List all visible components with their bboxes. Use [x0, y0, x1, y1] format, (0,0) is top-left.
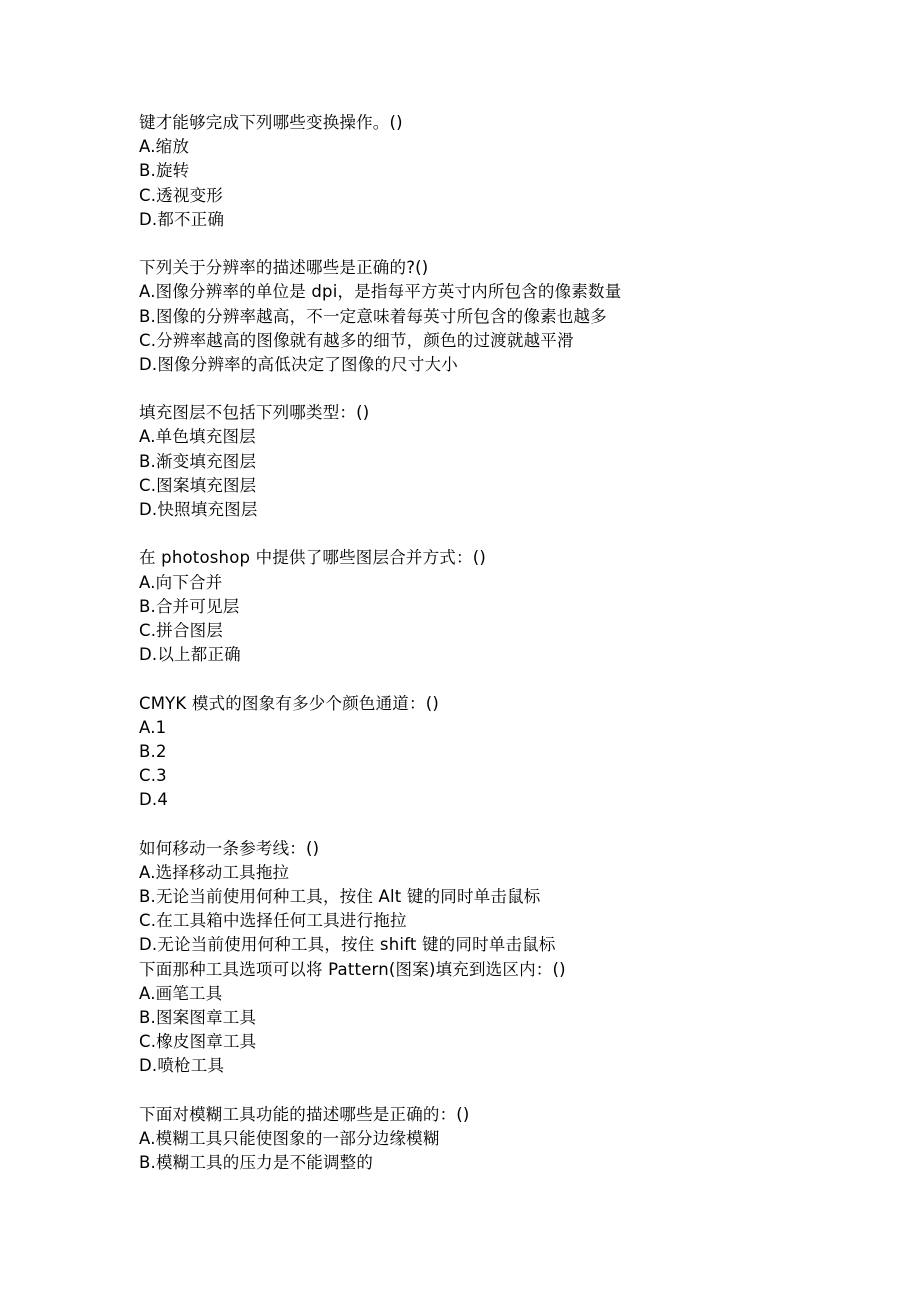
question-stem: 如何移动一条参考线：() — [139, 838, 320, 858]
answer-option: D.以上都正确 — [139, 645, 241, 665]
question-block — [139, 256, 899, 401]
question-stem: 在 photoshop 中提供了哪些图层合并方式：() — [139, 548, 486, 568]
answer-option: B.无论当前使用何种工具，按住 Alt 键的同时单击鼠标 — [139, 887, 541, 906]
question-stem: CMYK 模式的图象有多少个颜色通道：() — [139, 693, 439, 713]
answer-option: A.选择移动工具拖拉 — [139, 862, 290, 882]
answer-option: A.画笔工具 — [139, 983, 223, 1003]
answer-option: C.分辨率越高的图像就有越多的细节，颜色的过渡就越平滑 — [139, 330, 574, 350]
question-stem: 下面那种工具选项可以将 Pattern(图案)填充到选区内：() — [139, 959, 566, 979]
answer-option: D.无论当前使用何种工具，按住 shift 键的同时单击鼠标 — [139, 935, 556, 955]
answer-option: C.3 — [139, 766, 167, 786]
answer-option: B.图案图章工具 — [139, 1007, 257, 1027]
answer-option: B.图像的分辨率越高，不一定意味着每英寸所包含的像素也越多 — [139, 306, 607, 326]
answer-option: A.模糊工具只能使图象的一部分边缘模糊 — [139, 1128, 440, 1148]
question-block — [139, 692, 899, 837]
question-stem: 下列关于分辨率的描述哪些是正确的?() — [139, 258, 429, 278]
question-block — [139, 958, 899, 1103]
answer-option: D.都不正确 — [139, 209, 225, 229]
answer-option: C.图案填充图层 — [139, 475, 257, 495]
question-block — [139, 1103, 899, 1176]
answer-option: A.缩放 — [139, 137, 190, 157]
blank-line — [139, 232, 899, 256]
answer-option: C.在工具箱中选择任何工具进行拖拉 — [139, 911, 407, 931]
answer-option: D.图像分辨率的高低决定了图像的尺寸大小 — [139, 354, 458, 374]
blank-line — [139, 1079, 899, 1103]
question-stem: 填充图层不包括下列哪类型：() — [139, 403, 370, 423]
answer-option: A.图像分辨率的单位是 dpi，是指每平方英寸内所包含的像素数量 — [139, 282, 622, 302]
question-block — [139, 546, 899, 691]
question-block — [139, 837, 899, 958]
answer-option: B.2 — [139, 741, 167, 761]
answer-option: C.橡皮图章工具 — [139, 1032, 257, 1052]
answer-option: A.向下合并 — [139, 572, 223, 592]
answer-option: D.4 — [139, 790, 169, 810]
answer-option: B.渐变填充图层 — [139, 451, 257, 471]
answer-option: B.旋转 — [139, 161, 190, 181]
answer-option: D.快照填充图层 — [139, 500, 258, 519]
question-block — [139, 111, 899, 256]
blank-line — [139, 377, 899, 401]
answer-option: B.模糊工具的压力是不能调整的 — [139, 1153, 374, 1173]
question-stem: 键才能够完成下列哪些变换操作。() — [139, 113, 403, 132]
question-list — [139, 111, 899, 1175]
question-block — [139, 401, 899, 546]
answer-option: A.单色填充图层 — [139, 427, 256, 447]
blank-line — [139, 812, 899, 836]
blank-line — [139, 522, 899, 546]
answer-option: C.透视变形 — [139, 185, 223, 205]
answer-option: C.拼合图层 — [139, 620, 223, 640]
blank-line — [139, 667, 899, 691]
answer-option: B.合并可见层 — [139, 596, 240, 616]
answer-option: D.喷枪工具 — [139, 1056, 225, 1076]
question-stem: 下面对模糊工具功能的描述哪些是正确的：() — [139, 1104, 470, 1124]
answer-option: A.1 — [139, 717, 167, 737]
